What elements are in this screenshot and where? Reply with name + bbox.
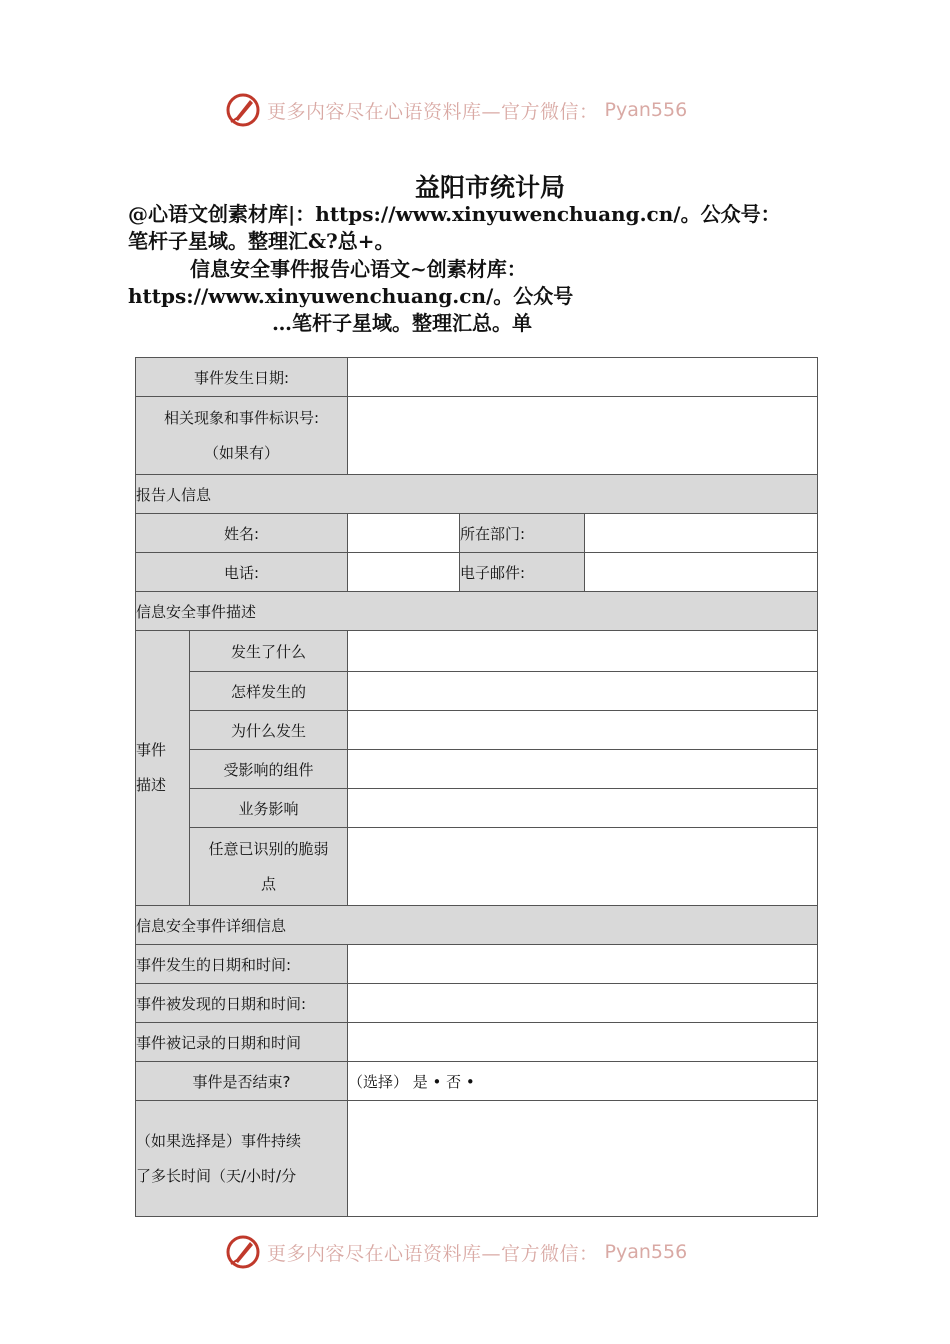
field-name[interactable]: [348, 514, 460, 553]
row-related-id: [136, 397, 818, 475]
field-related-id[interactable]: [348, 397, 818, 475]
row-what: [136, 631, 818, 672]
field-email[interactable]: [585, 553, 818, 592]
label-ended: 事件是否结束?: [136, 1062, 348, 1101]
label-discovered-time: 事件被发现的日期和时间:: [136, 984, 348, 1023]
field-vulnerability[interactable]: [348, 828, 818, 906]
field-department[interactable]: [585, 514, 818, 553]
label-why: 为什么发生: [190, 711, 348, 750]
label-name: 姓名:: [136, 514, 348, 553]
page-title: 益阳市统计局: [414, 173, 565, 202]
row-duration: [136, 1101, 818, 1217]
row-desc-section: [136, 592, 818, 631]
label-department: 所在部门:: [460, 514, 585, 553]
row-affected: [136, 750, 818, 789]
label-related-id-line2: （如果有）: [203, 443, 279, 462]
header-line-1: @心语文创素材库|：https://www.xinyuwenchuang.cn/。公众号：: [128, 202, 781, 226]
field-discovered-time[interactable]: [348, 984, 818, 1023]
label-event-description-line2: 描述: [136, 776, 167, 794]
label-event-description-line1: 事件: [136, 741, 167, 759]
label-event-date: 事件发生日期:: [136, 358, 348, 397]
row-event-date: [136, 358, 818, 397]
header-line-4: https://www.xinyuwenchuang.cn/。公众号: [128, 284, 574, 308]
field-ended-choice[interactable]: （选择） 是 • 否 •: [348, 1062, 818, 1101]
label-how: 怎样发生的: [190, 672, 348, 711]
section-reporter: 报告人信息: [136, 475, 818, 514]
watermark-id: Pyan556: [604, 99, 688, 121]
row-reporter-section: [136, 475, 818, 514]
row-how: [136, 672, 818, 711]
label-business: 业务影响: [190, 789, 348, 828]
row-business: [136, 789, 818, 828]
field-phone[interactable]: [348, 553, 460, 592]
row-occurred-time: [136, 945, 818, 984]
field-business[interactable]: [348, 789, 818, 828]
label-occurred-time: 事件发生的日期和时间:: [136, 945, 348, 984]
quill-logo-icon: [225, 92, 261, 128]
label-duration-line2: 了多长时间（天/小时/分: [136, 1166, 297, 1185]
row-recorded-time: [136, 1023, 818, 1062]
row-ended: [136, 1062, 818, 1101]
label-vulnerability: [190, 828, 348, 906]
watermark-banner-bottom: [225, 1232, 687, 1272]
label-affected: 受影响的组件: [190, 750, 348, 789]
field-affected[interactable]: [348, 750, 818, 789]
incident-report-form: [135, 357, 818, 1217]
row-why: [136, 711, 818, 750]
field-event-date[interactable]: [348, 358, 818, 397]
header-line-2: 笔杆子星域。整理汇&?总+。: [128, 229, 395, 253]
label-related-id-line1: 相关现象和事件标识号:: [163, 408, 320, 427]
header-line-5: …笔杆子星域。整理汇总。单: [272, 311, 532, 335]
section-details: 信息安全事件详细信息: [136, 906, 818, 945]
row-vulnerability: [136, 828, 818, 906]
field-what[interactable]: [348, 631, 818, 672]
label-event-description: [136, 631, 190, 906]
section-description: 信息安全事件描述: [136, 592, 818, 631]
label-related-id: [136, 397, 348, 475]
field-how[interactable]: [348, 672, 818, 711]
label-vulnerability-line2: 点: [260, 874, 276, 893]
label-duration-line1: （如果选择是）事件持续: [136, 1131, 302, 1150]
field-why[interactable]: [348, 711, 818, 750]
label-vulnerability-line1: 任意已识别的脆弱: [208, 839, 329, 858]
label-email: 电子邮件:: [460, 553, 585, 592]
watermark-text: 更多内容尽在心语资料库—官方微信：: [267, 100, 599, 123]
row-detail-section: [136, 906, 818, 945]
field-duration[interactable]: [348, 1101, 818, 1217]
watermark-text: 更多内容尽在心语资料库—官方微信：: [267, 1242, 599, 1265]
watermark-id: Pyan556: [604, 1241, 688, 1263]
label-recorded-time: 事件被记录的日期和时间: [136, 1023, 348, 1062]
quill-logo-icon: [225, 1234, 261, 1270]
field-recorded-time[interactable]: [348, 1023, 818, 1062]
watermark-banner: [225, 90, 687, 130]
label-what: 发生了什么: [190, 631, 348, 672]
row-name-dept: [136, 514, 818, 553]
label-phone: 电话:: [136, 553, 348, 592]
field-occurred-time[interactable]: [348, 945, 818, 984]
row-phone-email: [136, 553, 818, 592]
header-line-3: 信息安全事件报告心语文~创素材库：: [190, 257, 527, 281]
row-discovered-time: [136, 984, 818, 1023]
label-duration: [136, 1101, 348, 1217]
